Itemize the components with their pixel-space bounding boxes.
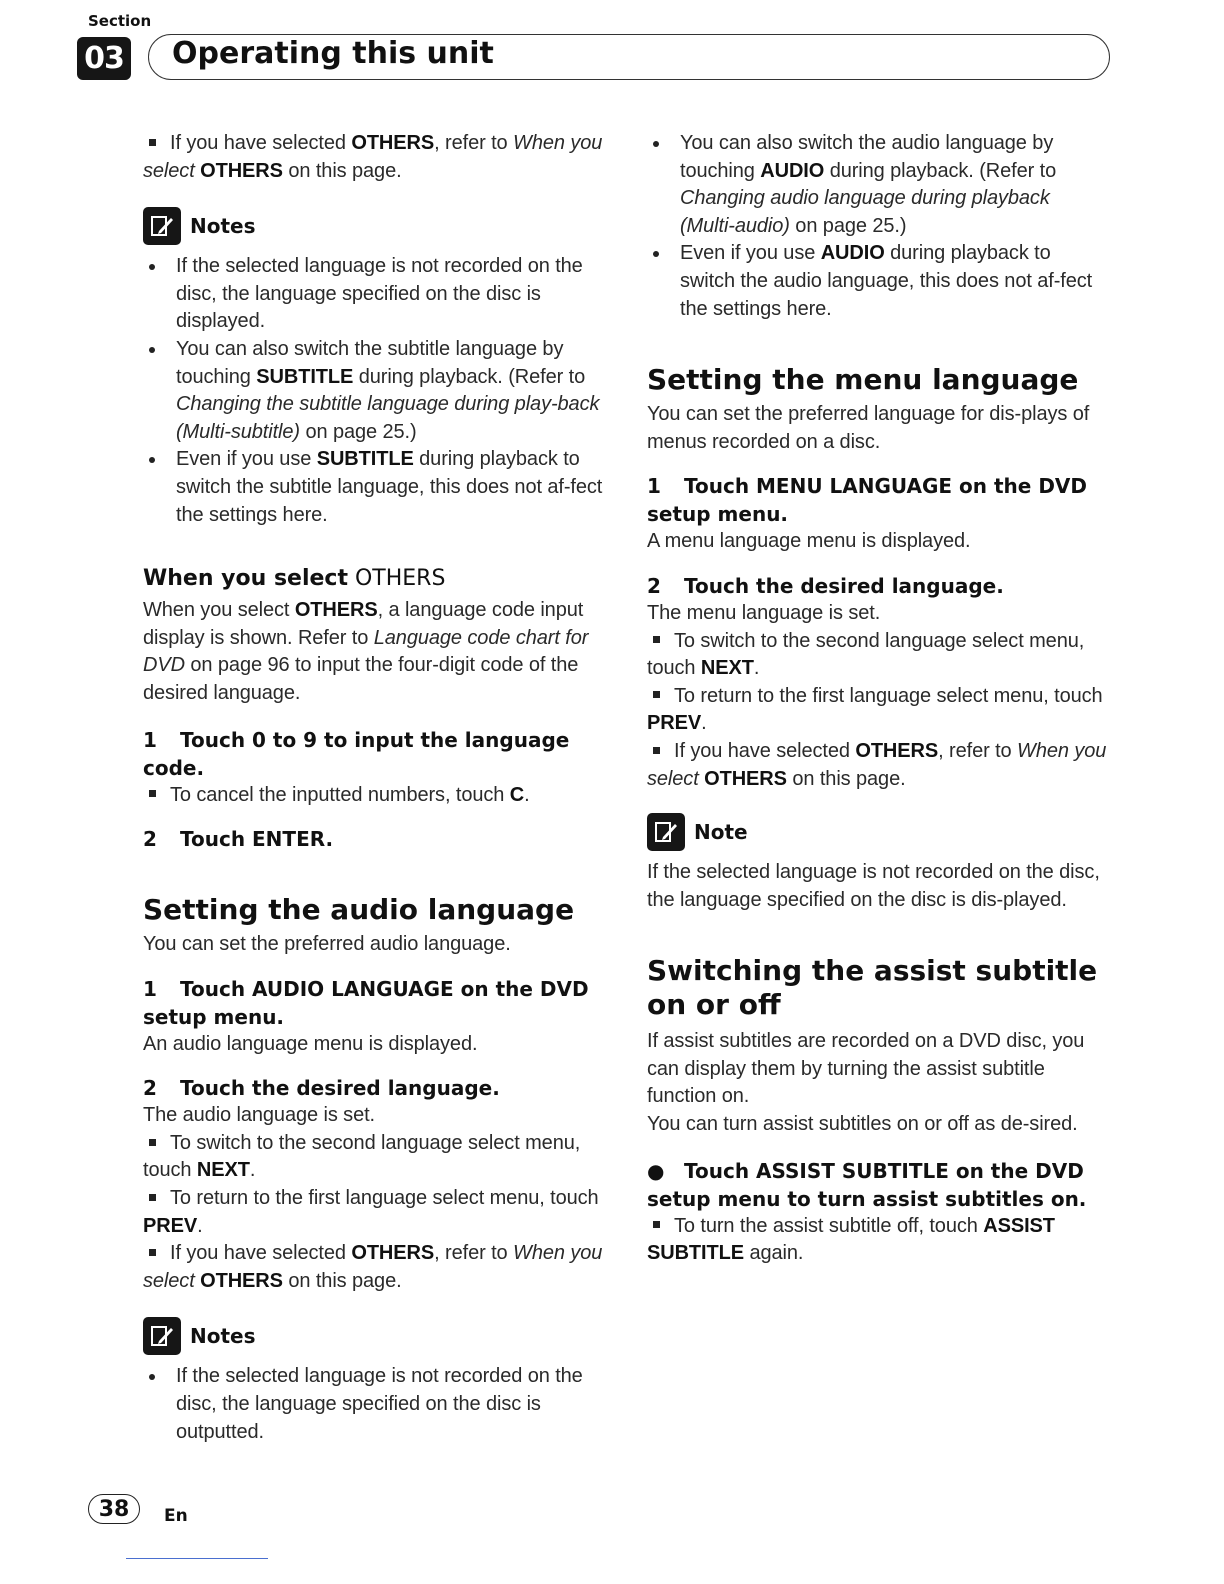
- menu-step-1-result: A menu language menu is displayed.: [647, 530, 971, 553]
- notes-title: Notes: [190, 214, 256, 239]
- heading-assist-subtitle: Switching the assist subtitle on or off: [647, 954, 1098, 1022]
- heading-audio-language: Setting the audio language: [143, 893, 575, 927]
- notes-heading: [143, 207, 613, 245]
- page-title: Operating this unit: [172, 36, 494, 71]
- assist-paragraph-2: You can turn assist subtitles on or off as de-sired.: [647, 1113, 1078, 1136]
- list-item: You can also switch the audio language by touching AUDIO during playback. (Refer to Changing audio language during playback (Multi-audio) on page 25.): [647, 130, 1107, 240]
- note-pencil-icon: [143, 207, 181, 245]
- assist-sub: To turn the assist subtitle off, touch ASSIST SUBTITLE again.: [647, 1214, 1055, 1265]
- audio-intro: You can set the preferred audio language.: [143, 933, 511, 956]
- audio-bullet-prev: To return to the first language select menu, touch PREV.: [143, 1187, 599, 1237]
- menu-intro: You can set the preferred language for dis-plays of menus recorded on a disc.: [647, 403, 1090, 453]
- audio-bullet-others: If you have selected OTHERS, refer to When you select OTHERS on this page.: [143, 1242, 603, 1292]
- note-pencil-icon: [647, 813, 685, 851]
- menu-step-2-result: The menu language is set.: [647, 601, 881, 624]
- list-item: If the selected language is not recorded on the disc, the language specified on the disc is outputted.: [143, 1363, 613, 1446]
- filled-circle-bullet-icon: ●: [647, 1158, 665, 1183]
- note-pencil-icon: [143, 1317, 181, 1355]
- menu-step-2: 2 Touch the desired language.: [647, 573, 1004, 598]
- audio-step-2: 2 Touch the desired language.: [143, 1076, 500, 1101]
- audio-step-1-result: An audio language menu is displayed.: [143, 1032, 478, 1055]
- menu-bullet-next: To switch to the second language select menu, touch NEXT.: [647, 629, 1085, 680]
- audio-notes-continued: [647, 130, 1107, 323]
- notes-title: Notes: [190, 1324, 256, 1349]
- section-label: Section: [88, 12, 152, 30]
- step-2-enter: 2 Touch ENTER.: [143, 827, 334, 852]
- step-1-sub: To cancel the inputted numbers, touch C.: [143, 782, 613, 810]
- assist-paragraph-1: If assist subtitles are recorded on a DVD disc, you can display them by turning the assist subtitle function on.: [647, 1030, 1085, 1108]
- notes-list: [143, 253, 613, 529]
- intro-bullet: If you have selected OTHERS, refer to When you select OTHERS on this page.: [143, 132, 603, 182]
- list-item: Even if you use SUBTITLE during playback to switch the subtitle language, this does not af-fect the settings here.: [143, 446, 613, 529]
- audio-step-1: 1 Touch AUDIO LANGUAGE on the DVD setup menu.: [143, 976, 589, 1029]
- audio-step-2-result: The audio language is set.: [143, 1104, 376, 1127]
- step-1-input-code: 1 Touch 0 to 9 to input the language code.: [143, 727, 570, 780]
- right-column: [647, 130, 1107, 1268]
- assist-step: ● Touch ASSIST SUBTITLE on the DVD setup menu to turn assist subtitles on.: [647, 1158, 1087, 1211]
- heading-menu-language: Setting the menu language: [647, 363, 1079, 397]
- menu-bullet-others: If you have selected OTHERS, refer to When you select OTHERS on this page.: [647, 739, 1107, 790]
- left-column: [143, 130, 613, 1446]
- others-paragraph: When you select OTHERS, a language code input display is shown. Refer to Language code chart for DVD on page 96 to input the four-digit code of the desired language.: [143, 599, 589, 704]
- notes-list: [143, 1363, 613, 1446]
- notes-heading: [143, 1317, 613, 1355]
- note-text: If the selected language is not recorded on the disc, the language specified on the disc is dis-played.: [647, 861, 1100, 911]
- subheading-when-you-select-others: When you select OTHERS: [143, 566, 446, 592]
- page-number: 38: [88, 1494, 140, 1524]
- list-item: You can also switch the subtitle language by touching SUBTITLE during playback. (Refer to Changing the subtitle language during play-back (Multi-subtitle) on page 25.): [143, 336, 613, 446]
- menu-bullet-prev: To return to the first language select menu, touch PREV.: [647, 684, 1103, 735]
- list-item: Even if you use AUDIO during playback to switch the audio language, this does not af-fect the settings here.: [647, 240, 1107, 323]
- note-heading: [647, 813, 1107, 851]
- square-bullet-icon: [149, 139, 156, 146]
- audio-bullet-next: To switch to the second language select menu, touch NEXT.: [143, 1131, 581, 1182]
- menu-step-1: 1 Touch MENU LANGUAGE on the DVD setup menu.: [647, 474, 1087, 527]
- language-code: En: [164, 1506, 188, 1526]
- list-item: If the selected language is not recorded on the disc, the language specified on the disc is displayed.: [143, 253, 613, 336]
- section-number-badge: 03: [77, 37, 131, 80]
- note-title: Note: [694, 820, 748, 845]
- footer-rule: [126, 1558, 268, 1559]
